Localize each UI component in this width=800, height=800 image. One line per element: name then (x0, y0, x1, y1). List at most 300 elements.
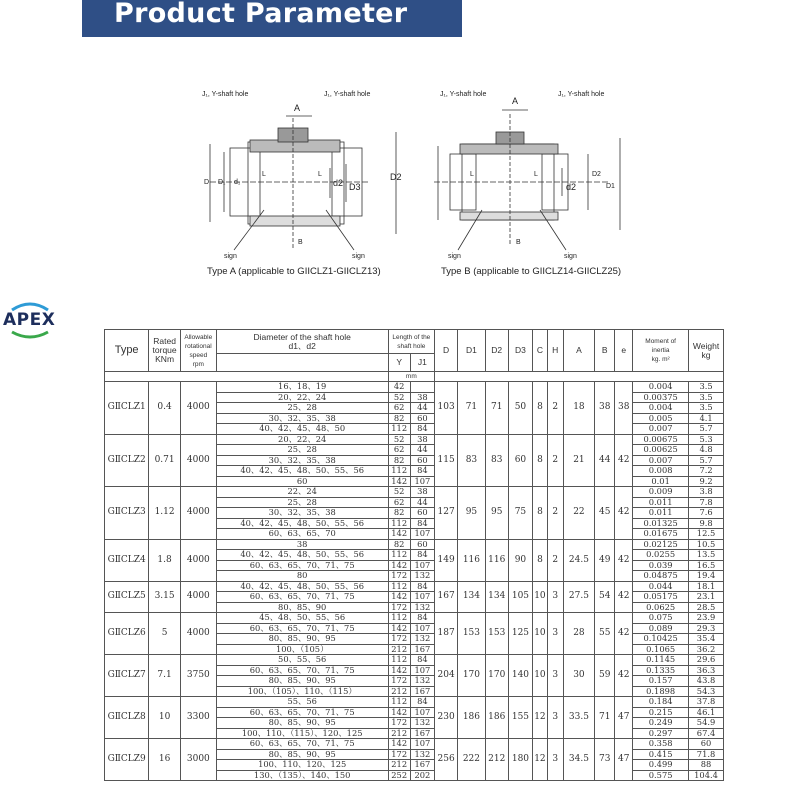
spec-d1-cell: 153 (458, 613, 485, 655)
spec-d1-cell: 116 (458, 539, 485, 581)
length-y-cell: 212 (388, 760, 410, 771)
spec-d1-cell: 222 (458, 739, 485, 781)
weight-cell: 18.1 (689, 581, 724, 592)
type-cell: GⅡCLZ7 (105, 655, 149, 697)
length-y-cell: 252 (388, 770, 410, 781)
spec-d-cell: 115 (435, 434, 458, 487)
spec-a-cell: 33.5 (563, 697, 595, 739)
weight-cell: 71.8 (689, 749, 724, 760)
type-a-label-b: B (298, 239, 303, 246)
weight-cell: 28.5 (689, 602, 724, 613)
spec-d1-cell: 170 (458, 655, 485, 697)
type-a-label-l-left: L (262, 171, 266, 178)
spec-d-cell: 127 (435, 487, 458, 540)
spec-d2-cell: 153 (485, 613, 508, 655)
length-y-cell: 82 (388, 413, 410, 424)
length-y-cell: 172 (388, 749, 410, 760)
length-y-cell: 112 (388, 518, 410, 529)
length-y-cell: 62 (388, 445, 410, 456)
spec-d2-cell: 134 (485, 581, 508, 613)
type-cell: GⅡCLZ5 (105, 581, 149, 613)
type-a-label-sign-left: sign (224, 253, 237, 260)
spec-b-cell: 73 (595, 739, 615, 781)
length-y-cell: 142 (388, 623, 410, 634)
table-row (105, 613, 724, 624)
table-row (105, 655, 724, 666)
speed-cell: 3300 (180, 697, 216, 739)
weight-cell: 43.8 (689, 676, 724, 687)
weight-cell: 3.8 (689, 487, 724, 498)
weight-cell: 29.6 (689, 655, 724, 666)
moment-cell: 0.0255 (633, 550, 689, 561)
type-cell: GⅡCLZ4 (105, 539, 149, 581)
shaft-diameter-cell: 40、42、45、48、50 (216, 424, 388, 435)
length-j1-cell: 84 (410, 655, 434, 666)
length-y-cell: 112 (388, 581, 410, 592)
shaft-diameter-cell: 80、85、90、95 (216, 718, 388, 729)
weight-cell: 23.1 (689, 592, 724, 603)
parameter-table (104, 329, 724, 781)
shaft-diameter-cell: 60 (216, 476, 388, 487)
shaft-diameter-cell: 60、63、65、70、71、75 (216, 560, 388, 571)
moment-cell: 0.009 (633, 487, 689, 498)
header-d2: D2 (485, 330, 508, 372)
shaft-diameter-cell: 100、110、120、125 (216, 760, 388, 771)
spec-c-cell: 8 (533, 487, 548, 540)
type-a-label-a: A (294, 103, 301, 113)
spec-b-cell: 38 (595, 382, 615, 435)
spec-d2-cell: 95 (485, 487, 508, 540)
shaft-diameter-cell: 60、63、65、70、71、75 (216, 707, 388, 718)
moment-cell: 0.011 (633, 508, 689, 519)
spec-d3-cell: 75 (508, 487, 532, 540)
type-cell: GⅡCLZ1 (105, 382, 149, 435)
moment-cell: 0.297 (633, 728, 689, 739)
moment-cell: 0.358 (633, 739, 689, 750)
length-y-cell: 142 (388, 476, 410, 487)
moment-cell: 0.04875 (633, 571, 689, 582)
header-weight: Weight kg (689, 330, 724, 372)
spec-b-cell: 59 (595, 655, 615, 697)
spec-d3-cell: 125 (508, 613, 532, 655)
length-y-cell: 52 (388, 392, 410, 403)
speed-cell: 4000 (180, 434, 216, 487)
torque-cell: 10 (149, 697, 181, 739)
moment-cell: 0.075 (633, 613, 689, 624)
type-a-label-j1-right: J₁, Y-shaft hole (324, 91, 371, 98)
spec-d-cell: 167 (435, 581, 458, 613)
length-j1-cell: 107 (410, 560, 434, 571)
header-length-j1: J1 (410, 354, 434, 372)
torque-cell: 0.71 (149, 434, 181, 487)
torque-cell: 0.4 (149, 382, 181, 435)
shaft-diameter-cell: 40、42、45、48、50、55、56 (216, 581, 388, 592)
spec-a-cell: 34.5 (563, 739, 595, 781)
weight-cell: 7.8 (689, 497, 724, 508)
shaft-diameter-cell: 20、22、24 (216, 392, 388, 403)
parameter-table-body (105, 382, 724, 781)
moment-cell: 0.011 (633, 497, 689, 508)
length-y-cell: 112 (388, 466, 410, 477)
moment-cell: 0.039 (633, 560, 689, 571)
shaft-diameter-cell: 100、（105） (216, 644, 388, 655)
shaft-diameter-cell: 60、63、65、70、71、75 (216, 665, 388, 676)
spec-c-cell: 8 (533, 382, 548, 435)
type-b-label-d2: d2 (566, 182, 577, 192)
moment-cell: 0.0625 (633, 602, 689, 613)
moment-cell: 0.004 (633, 382, 689, 393)
shaft-diameter-cell: 40、42、45、48、50、55、56 (216, 518, 388, 529)
spec-h-cell: 2 (547, 539, 563, 581)
shaft-diameter-cell: 80、85、90、95 (216, 749, 388, 760)
length-j1-cell: 132 (410, 602, 434, 613)
moment-cell: 0.01 (633, 476, 689, 487)
spec-c-cell: 10 (533, 581, 548, 613)
spec-c-cell: 10 (533, 655, 548, 697)
length-j1-cell: 107 (410, 476, 434, 487)
length-y-cell: 82 (388, 508, 410, 519)
spec-d1-cell: 95 (458, 487, 485, 540)
type-a-label-d2: d2 (333, 178, 344, 188)
moment-cell: 0.044 (633, 581, 689, 592)
spec-c-cell: 12 (533, 697, 548, 739)
speed-cell: 3000 (180, 739, 216, 781)
length-j1-cell: 84 (410, 581, 434, 592)
shaft-diameter-cell: 80、85、90、95 (216, 676, 388, 687)
shaft-diameter-cell: 130、（135）、140、150 (216, 770, 388, 781)
weight-cell: 3.5 (689, 403, 724, 414)
shaft-diameter-cell: 50、55、56 (216, 655, 388, 666)
length-j1-cell: 44 (410, 403, 434, 414)
banner-title: Product Parameter (114, 0, 408, 29)
spec-d2-cell: 170 (485, 655, 508, 697)
torque-cell: 1.8 (149, 539, 181, 581)
spec-d2-cell: 212 (485, 739, 508, 781)
type-b-label-sign-left: sign (448, 253, 461, 260)
header-length-y: Y (388, 354, 410, 372)
length-j1-cell: 38 (410, 392, 434, 403)
type-cell: GⅡCLZ6 (105, 613, 149, 655)
moment-cell: 0.00675 (633, 434, 689, 445)
weight-cell: 54.3 (689, 686, 724, 697)
type-b-caption: Type B (applicable to GIICLZ14-GIICLZ25) (441, 266, 622, 277)
shaft-diameter-cell: 22、24 (216, 487, 388, 498)
weight-cell: 3.5 (689, 392, 724, 403)
type-b-label-l-right: L (534, 171, 538, 178)
type-cell: GⅡCLZ8 (105, 697, 149, 739)
spec-h-cell: 3 (547, 655, 563, 697)
moment-cell: 0.249 (633, 718, 689, 729)
length-j1-cell: 167 (410, 644, 434, 655)
table-row (105, 539, 724, 550)
header-e: e (615, 330, 633, 372)
weight-cell: 46.1 (689, 707, 724, 718)
speed-cell: 3750 (180, 655, 216, 697)
weight-cell: 3.5 (689, 382, 724, 393)
weight-cell: 104.4 (689, 770, 724, 781)
type-a-label-l-right: L (318, 171, 322, 178)
length-y-cell: 172 (388, 718, 410, 729)
shaft-diameter-cell: 100、110、（115）、120、125 (216, 728, 388, 739)
type-a-label-sign-right: sign (352, 253, 365, 260)
shaft-diameter-cell: 40、42、45、48、50、55、56 (216, 466, 388, 477)
moment-cell: 0.01675 (633, 529, 689, 540)
weight-cell: 7.2 (689, 466, 724, 477)
shaft-diameter-cell: 25、28 (216, 403, 388, 414)
moment-cell: 0.10425 (633, 634, 689, 645)
spec-e-cell: 38 (615, 382, 633, 435)
length-j1-cell: 44 (410, 445, 434, 456)
weight-cell: 35.4 (689, 634, 724, 645)
table-row (105, 739, 724, 750)
spec-b-cell: 44 (595, 434, 615, 487)
spec-e-cell: 47 (615, 739, 633, 781)
spec-d3-cell: 155 (508, 697, 532, 739)
length-j1-cell: 60 (410, 508, 434, 519)
type-b-label-j1-right: J₁, Y-shaft hole (558, 91, 605, 98)
type-b-label-j1-left: J₁, Y-shaft hole (440, 91, 487, 98)
type-a-label-d1: D₁ (218, 179, 226, 186)
moment-cell: 0.499 (633, 760, 689, 771)
spec-d-cell: 256 (435, 739, 458, 781)
length-y-cell: 142 (388, 592, 410, 603)
moment-cell: 0.01325 (633, 518, 689, 529)
type-b-drawing (434, 91, 620, 260)
moment-cell: 0.05175 (633, 592, 689, 603)
torque-cell: 16 (149, 739, 181, 781)
type-b-label-d2-outer: D2 (592, 171, 601, 178)
moment-cell: 0.008 (633, 466, 689, 477)
weight-cell: 9.2 (689, 476, 724, 487)
type-cell: GⅡCLZ3 (105, 487, 149, 540)
weight-cell: 36.3 (689, 665, 724, 676)
spec-b-cell: 49 (595, 539, 615, 581)
logo-text: APEX (3, 310, 56, 330)
length-y-cell: 142 (388, 529, 410, 540)
length-y-cell: 82 (388, 455, 410, 466)
spec-h-cell: 3 (547, 739, 563, 781)
length-j1-cell: 107 (410, 739, 434, 750)
length-y-cell: 112 (388, 613, 410, 624)
length-j1-cell: 107 (410, 665, 434, 676)
spec-h-cell: 2 (547, 382, 563, 435)
spec-e-cell: 42 (615, 655, 633, 697)
weight-cell: 5.7 (689, 424, 724, 435)
torque-cell: 3.15 (149, 581, 181, 613)
header-rated-torque: Rated torque KNm (149, 330, 181, 372)
speed-cell: 4000 (180, 539, 216, 581)
coupling-diagram (190, 84, 630, 284)
weight-cell: 19.4 (689, 571, 724, 582)
spec-c-cell: 8 (533, 539, 548, 581)
length-y-cell: 212 (388, 686, 410, 697)
shaft-diameter-cell: 45、48、50、55、56 (216, 613, 388, 624)
moment-cell: 0.004 (633, 403, 689, 414)
spec-h-cell: 3 (547, 697, 563, 739)
length-y-cell: 52 (388, 434, 410, 445)
spec-e-cell: 47 (615, 697, 633, 739)
spec-d1-cell: 186 (458, 697, 485, 739)
header-a: A (563, 330, 595, 372)
type-a-label-small-d1: d₁ (234, 179, 241, 186)
shaft-diameter-cell: 80、85、90、95 (216, 634, 388, 645)
weight-cell: 4.1 (689, 413, 724, 424)
moment-cell: 0.005 (633, 413, 689, 424)
length-j1-cell: 38 (410, 487, 434, 498)
shaft-diameter-cell: 25、28 (216, 445, 388, 456)
length-j1-cell: 60 (410, 539, 434, 550)
shaft-diameter-cell: 60、63、65、70 (216, 529, 388, 540)
length-y-cell: 42 (388, 382, 410, 393)
moment-cell: 0.089 (633, 623, 689, 634)
length-y-cell: 172 (388, 676, 410, 687)
length-j1-cell: 107 (410, 592, 434, 603)
length-j1-cell: 44 (410, 497, 434, 508)
shaft-diameter-cell: 60、63、65、70、71、75 (216, 592, 388, 603)
weight-cell: 36.2 (689, 644, 724, 655)
spec-d1-cell: 83 (458, 434, 485, 487)
weight-cell: 54.9 (689, 718, 724, 729)
shaft-diameter-cell: 16、18、19 (216, 382, 388, 393)
spec-a-cell: 22 (563, 487, 595, 540)
shaft-diameter-cell: 30、32、35、38 (216, 455, 388, 466)
spec-a-cell: 24.5 (563, 539, 595, 581)
torque-cell: 7.1 (149, 655, 181, 697)
length-y-cell: 172 (388, 634, 410, 645)
length-y-cell: 62 (388, 497, 410, 508)
spec-e-cell: 42 (615, 434, 633, 487)
spec-d2-cell: 83 (485, 434, 508, 487)
length-j1-cell: 107 (410, 623, 434, 634)
header-d3: D3 (508, 330, 532, 372)
length-y-cell: 142 (388, 739, 410, 750)
spec-d-cell: 230 (435, 697, 458, 739)
moment-cell: 0.1145 (633, 655, 689, 666)
spec-h-cell: 2 (547, 487, 563, 540)
length-y-cell: 142 (388, 707, 410, 718)
header-b: B (595, 330, 615, 372)
spec-a-cell: 18 (563, 382, 595, 435)
moment-cell: 0.00625 (633, 445, 689, 456)
weight-cell: 5.3 (689, 434, 724, 445)
weight-cell: 9.8 (689, 518, 724, 529)
length-j1-cell: 84 (410, 550, 434, 561)
length-y-cell: 112 (388, 424, 410, 435)
speed-cell: 4000 (180, 487, 216, 540)
type-a-label-d: D (204, 179, 210, 186)
type-b-label-d1: D1 (606, 183, 615, 190)
header-c: C (533, 330, 548, 372)
speed-cell: 4000 (180, 581, 216, 613)
moment-cell: 0.1335 (633, 665, 689, 676)
spec-b-cell: 45 (595, 487, 615, 540)
moment-cell: 0.00375 (633, 392, 689, 403)
header-d1: D1 (458, 330, 485, 372)
weight-cell: 13.5 (689, 550, 724, 561)
header-moment: Moment of inertia kg. m² (633, 330, 689, 372)
length-y-cell: 172 (388, 571, 410, 582)
weight-cell: 37.8 (689, 697, 724, 708)
shaft-diameter-cell: 30、32、35、38 (216, 413, 388, 424)
spec-d3-cell: 105 (508, 581, 532, 613)
spec-h-cell: 3 (547, 613, 563, 655)
spec-d-cell: 149 (435, 539, 458, 581)
length-j1-cell: 167 (410, 760, 434, 771)
length-j1-cell: 132 (410, 749, 434, 760)
moment-cell: 0.415 (633, 749, 689, 760)
length-j1-cell: 202 (410, 770, 434, 781)
moment-cell: 0.184 (633, 697, 689, 708)
weight-cell: 7.6 (689, 508, 724, 519)
spec-a-cell: 30 (563, 655, 595, 697)
torque-cell: 5 (149, 613, 181, 655)
moment-cell: 0.157 (633, 676, 689, 687)
table-row (105, 434, 724, 445)
length-y-cell: 112 (388, 697, 410, 708)
spec-d3-cell: 180 (508, 739, 532, 781)
header-type: Type (105, 330, 149, 372)
type-b-label-a: A (512, 96, 519, 106)
spec-d-cell: 103 (435, 382, 458, 435)
weight-cell: 60 (689, 739, 724, 750)
length-j1-cell (410, 382, 434, 393)
spec-e-cell: 42 (615, 581, 633, 613)
type-a-label-d3: D3 (349, 182, 361, 192)
type-a-label-d2-outer: D2 (390, 172, 402, 182)
spec-a-cell: 27.5 (563, 581, 595, 613)
spec-b-cell: 54 (595, 581, 615, 613)
moment-cell: 0.1065 (633, 644, 689, 655)
table-row (105, 487, 724, 498)
length-j1-cell: 132 (410, 718, 434, 729)
table-row (105, 581, 724, 592)
shaft-diameter-cell: 60、63、65、70、71、75 (216, 623, 388, 634)
length-j1-cell: 167 (410, 686, 434, 697)
header-length: Length of the shaft hole (388, 330, 434, 354)
weight-cell: 16.5 (689, 560, 724, 571)
length-y-cell: 112 (388, 550, 410, 561)
length-y-cell: 142 (388, 665, 410, 676)
length-j1-cell: 84 (410, 613, 434, 624)
speed-cell: 4000 (180, 613, 216, 655)
torque-cell: 1.12 (149, 487, 181, 540)
weight-cell: 88 (689, 760, 724, 771)
weight-cell: 10.5 (689, 539, 724, 550)
shaft-diameter-cell: 80 (216, 571, 388, 582)
weight-cell: 5.7 (689, 455, 724, 466)
shaft-diameter-cell: 55、56 (216, 697, 388, 708)
moment-cell: 0.02125 (633, 539, 689, 550)
spec-d2-cell: 71 (485, 382, 508, 435)
shaft-diameter-cell: 25、28 (216, 497, 388, 508)
spec-h-cell: 2 (547, 434, 563, 487)
table-row (105, 697, 724, 708)
weight-cell: 67.4 (689, 728, 724, 739)
type-cell: GⅡCLZ2 (105, 434, 149, 487)
length-y-cell: 142 (388, 560, 410, 571)
spec-a-cell: 28 (563, 613, 595, 655)
length-y-cell: 212 (388, 728, 410, 739)
length-y-cell: 212 (388, 644, 410, 655)
spec-e-cell: 42 (615, 487, 633, 540)
spec-d2-cell: 116 (485, 539, 508, 581)
type-a-caption: Type A (applicable to GIICLZ1-GIICLZ13) (207, 266, 381, 277)
weight-cell: 29.3 (689, 623, 724, 634)
spec-d2-cell: 186 (485, 697, 508, 739)
spec-d-cell: 204 (435, 655, 458, 697)
spec-e-cell: 42 (615, 613, 633, 655)
header-diameter-blank (216, 354, 388, 372)
